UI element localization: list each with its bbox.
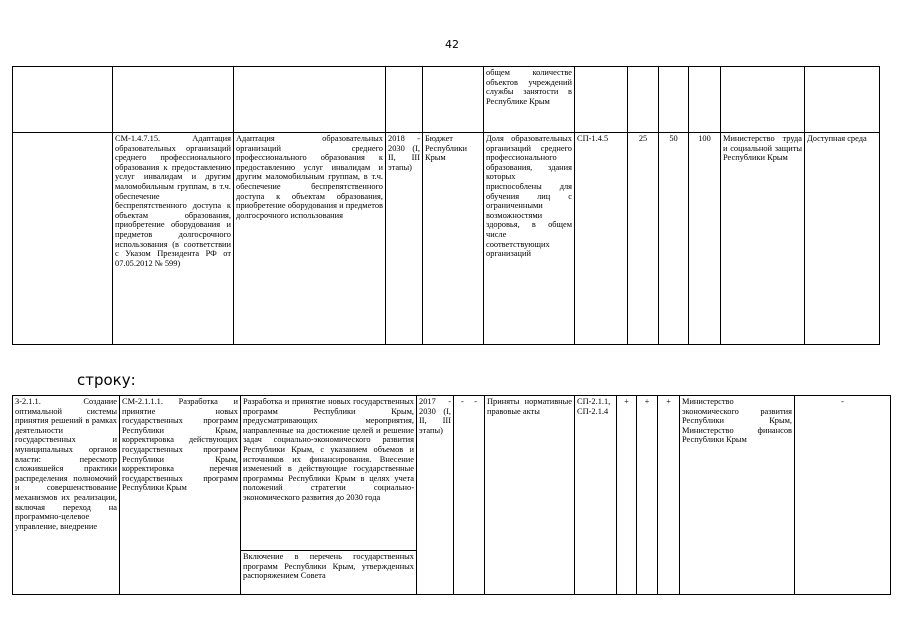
cell-description: Включение в перечень государственных программ Республики Крым, утвержденных распоряжением Совета [241, 551, 417, 595]
cell-codes: СП-2.1.1, СП-2.1.4 [575, 396, 617, 595]
cell-period: 2017 - 2030 (I, II, III этапы) [417, 396, 454, 595]
cell-value-1: 25 [628, 133, 659, 345]
cell-empty [805, 67, 880, 133]
cell-empty [628, 67, 659, 133]
cell-empty [659, 67, 689, 133]
cell-empty [689, 67, 721, 133]
table-row [13, 133, 880, 345]
cell-plus-2: + [637, 396, 658, 595]
cell-plus-3: + [658, 396, 680, 595]
cell-indicator: общем количестве объектов учреждений службы занятости в Республике Крым [484, 67, 575, 133]
cell-result: Приняты нормативные правовые акты [485, 396, 575, 595]
dash-right: - [474, 397, 478, 406]
cell-empty [386, 67, 423, 133]
cell-plus-1: + [617, 396, 637, 595]
cell-empty [575, 67, 628, 133]
cell-responsible: Министерство экономического развития Республики Крым, Министерство финансов Республики Крым [680, 396, 795, 595]
table-new-row [12, 395, 891, 595]
cell-empty [423, 67, 484, 133]
cell-empty [234, 67, 386, 133]
cell-empty [13, 67, 113, 133]
cell-period: 2018 - 2030 (I, II, III этапы) [386, 133, 423, 345]
cell-description: Разработка и принятие новых государственных программ Республики Крым, предусматривающих мероприятия, направленные на достижение целей и решение задач социально-экономического развития Республики Крым, с указанием объемов и источников их финансирования. Внесение изменений в действующие государственные программы Республики Крым в целях учета положений стратегии социально-экономического развития до 2030 года [241, 396, 417, 551]
cell-empty [113, 67, 234, 133]
cell-empty [13, 133, 113, 345]
cell-empty [721, 67, 805, 133]
page-number: 42 [445, 38, 459, 51]
dash-left: - [460, 397, 464, 406]
cell-description: Адаптация образовательных организаций среднего профессионального образования к предоставлению услуг инвалидам и другим маломобильным группам, в т.ч. обеспечение беспрепятственного доступа к объектам образования, приобретение оборудования и предметов долгосрочного использования [234, 133, 386, 345]
cell-value-2: 50 [659, 133, 689, 345]
section-label: строку: [77, 371, 136, 389]
cell-value-3: 100 [689, 133, 721, 345]
cell-program: - [795, 396, 891, 595]
cell-budget: Бюджет Республики Крым [423, 133, 484, 345]
cell-event-code: СМ-1.4.7.15. Адаптация образовательных организаций среднего профессионального образования к предоставлению услуг инвалидам и другим маломобильным группам, в т.ч. обеспечение беспрепятственного доступа к объектам образования, приобретение оборудования и предметов долгосрочного использования (в соответствии с Указом Президента РФ от 07.05.2012 № 599) [113, 133, 234, 345]
cell-goal: З-2.1.1. Создание оптимальной системы принятия решений в рамках деятельности государственных и муниципальных органов власти: пересмотр сложившейся практики распределения полномочий и совершенствование механизмов их реализации, включая переход на программно-целевое управление, внедрение [13, 396, 120, 595]
cell-responsible: Министерство труда и социальной защиты Республики Крым [721, 133, 805, 345]
cell-dash [454, 396, 485, 595]
cell-indicator: Доля образовательных организаций среднего профессионального образования, здания которых приспособлены для обучения лиц с ограниченными возможностями здоровья, в общем числе соответствующих организаций [484, 133, 575, 345]
cell-program: Доступная среда [805, 133, 880, 345]
table-row [13, 396, 891, 551]
cell-event: СМ-2.1.1.1. Разработка и принятие новых государственных программ Республики Крым, корректировка действующих государственных программ Республики Крым, корректировка перечня государственных программ Республики Крым [120, 396, 241, 595]
cell-indicator-code: СП-1.4.5 [575, 133, 628, 345]
table-continuation [12, 66, 880, 345]
table-row [13, 67, 880, 133]
